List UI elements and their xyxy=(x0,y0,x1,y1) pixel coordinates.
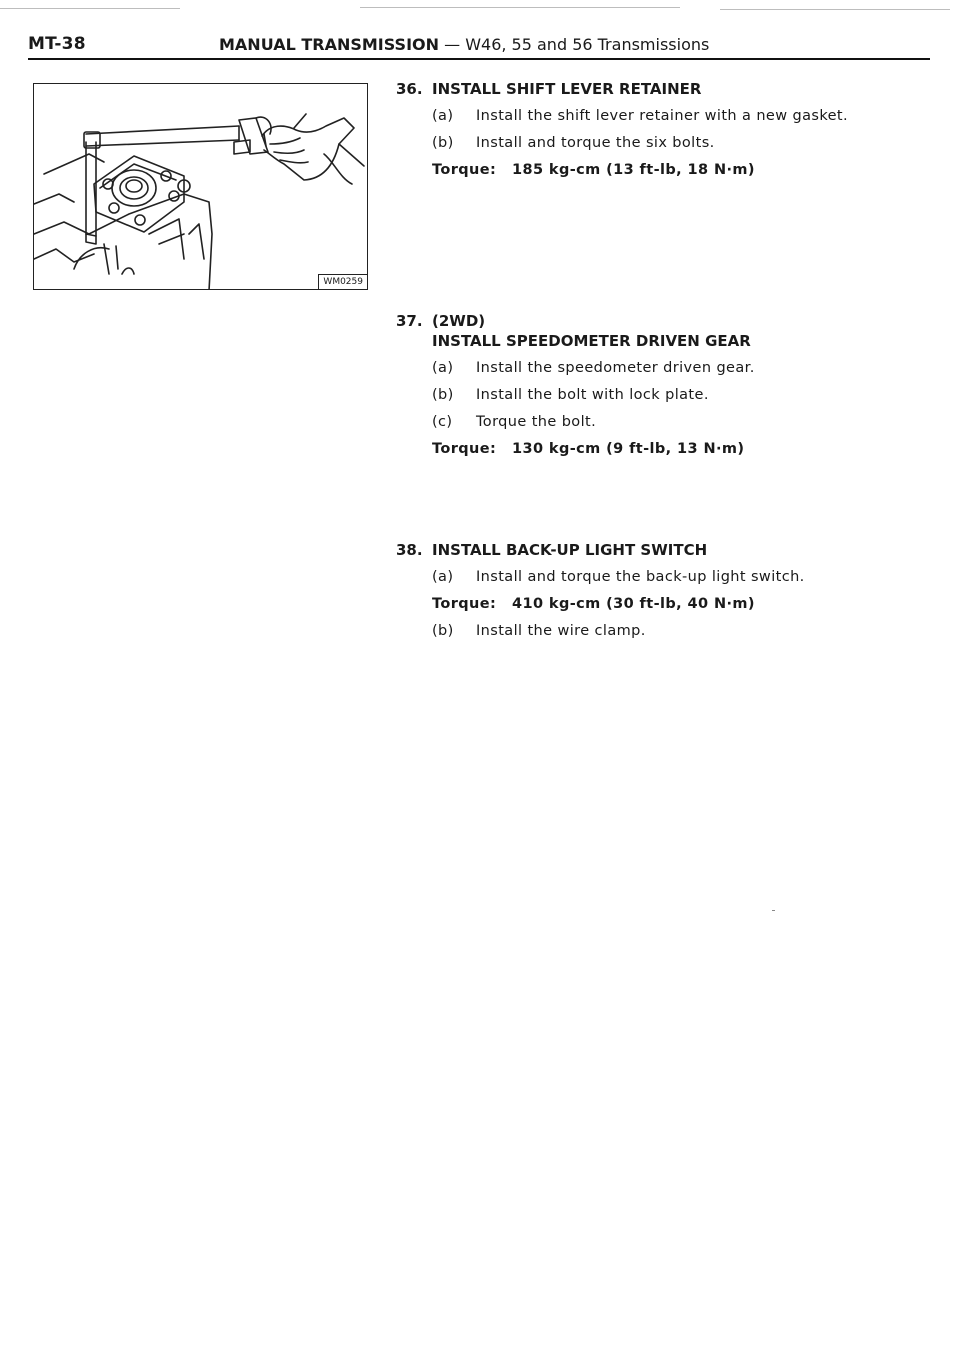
item-text: Install and torque the six bolts. xyxy=(476,135,715,151)
torque-label: Torque: xyxy=(432,596,497,612)
illustration-figure xyxy=(33,83,368,290)
item-tag: (a) xyxy=(432,360,454,376)
scan-speck xyxy=(772,910,775,911)
page-title-rest: — W46, 55 and 56 Transmissions xyxy=(439,35,710,54)
step-line xyxy=(396,385,755,405)
item-text: Torque the bolt. xyxy=(476,414,597,430)
step-heading xyxy=(396,79,848,99)
item-tag: (a) xyxy=(432,569,454,585)
step-line xyxy=(396,106,848,126)
scan-artifact xyxy=(720,9,950,10)
page-code: MT-38 xyxy=(28,34,86,54)
scan-artifact xyxy=(360,7,680,8)
step-line xyxy=(396,358,755,378)
page-title xyxy=(219,35,709,54)
step-line xyxy=(396,412,755,432)
torque-label: Torque: xyxy=(432,162,497,178)
torque-label: Torque: xyxy=(432,441,497,457)
step-title: INSTALL SHIFT LEVER RETAINER xyxy=(432,80,702,98)
page-title-bold: MANUAL TRANSMISSION xyxy=(219,35,440,54)
torque-spec xyxy=(396,160,848,180)
step-37 xyxy=(396,311,755,459)
step-title: INSTALL BACK-UP LIGHT SWITCH xyxy=(432,541,708,559)
step-heading xyxy=(396,311,755,331)
step-number: 38. xyxy=(396,541,423,559)
step-subtitle: INSTALL SPEEDOMETER DRIVEN GEAR xyxy=(432,332,751,350)
step-line xyxy=(396,567,805,587)
item-tag: (c) xyxy=(432,414,453,430)
torque-value: 410 kg-cm (30 ft-lb, 40 N·m) xyxy=(512,596,755,612)
item-tag: (b) xyxy=(432,623,454,639)
step-number: 37. xyxy=(396,312,423,330)
step-title: (2WD) xyxy=(432,312,486,330)
torque-wrench-illustration xyxy=(34,84,368,290)
item-text: Install and torque the back-up light switch. xyxy=(476,569,805,585)
scan-artifact xyxy=(0,8,180,9)
step-line xyxy=(396,133,848,153)
step-line xyxy=(396,621,805,641)
item-tag: (a) xyxy=(432,108,454,124)
step-38 xyxy=(396,540,805,641)
torque-spec xyxy=(396,439,755,459)
item-tag: (b) xyxy=(432,135,454,151)
page-header xyxy=(28,34,930,60)
torque-value: 185 kg-cm (13 ft-lb, 18 N·m) xyxy=(512,162,755,178)
step-36 xyxy=(396,79,848,180)
header-rule xyxy=(28,58,930,60)
item-text: Install the wire clamp. xyxy=(476,623,646,639)
item-text: Install the shift lever retainer with a new gasket. xyxy=(476,108,849,124)
step-heading xyxy=(396,540,805,560)
step-number: 36. xyxy=(396,80,423,98)
item-text: Install the speedometer driven gear. xyxy=(476,360,755,376)
torque-value: 130 kg-cm (9 ft-lb, 13 N·m) xyxy=(512,441,745,457)
item-text: Install the bolt with lock plate. xyxy=(476,387,709,403)
item-tag: (b) xyxy=(432,387,454,403)
figure-code: WM0259 xyxy=(318,274,367,289)
torque-spec xyxy=(396,594,805,614)
